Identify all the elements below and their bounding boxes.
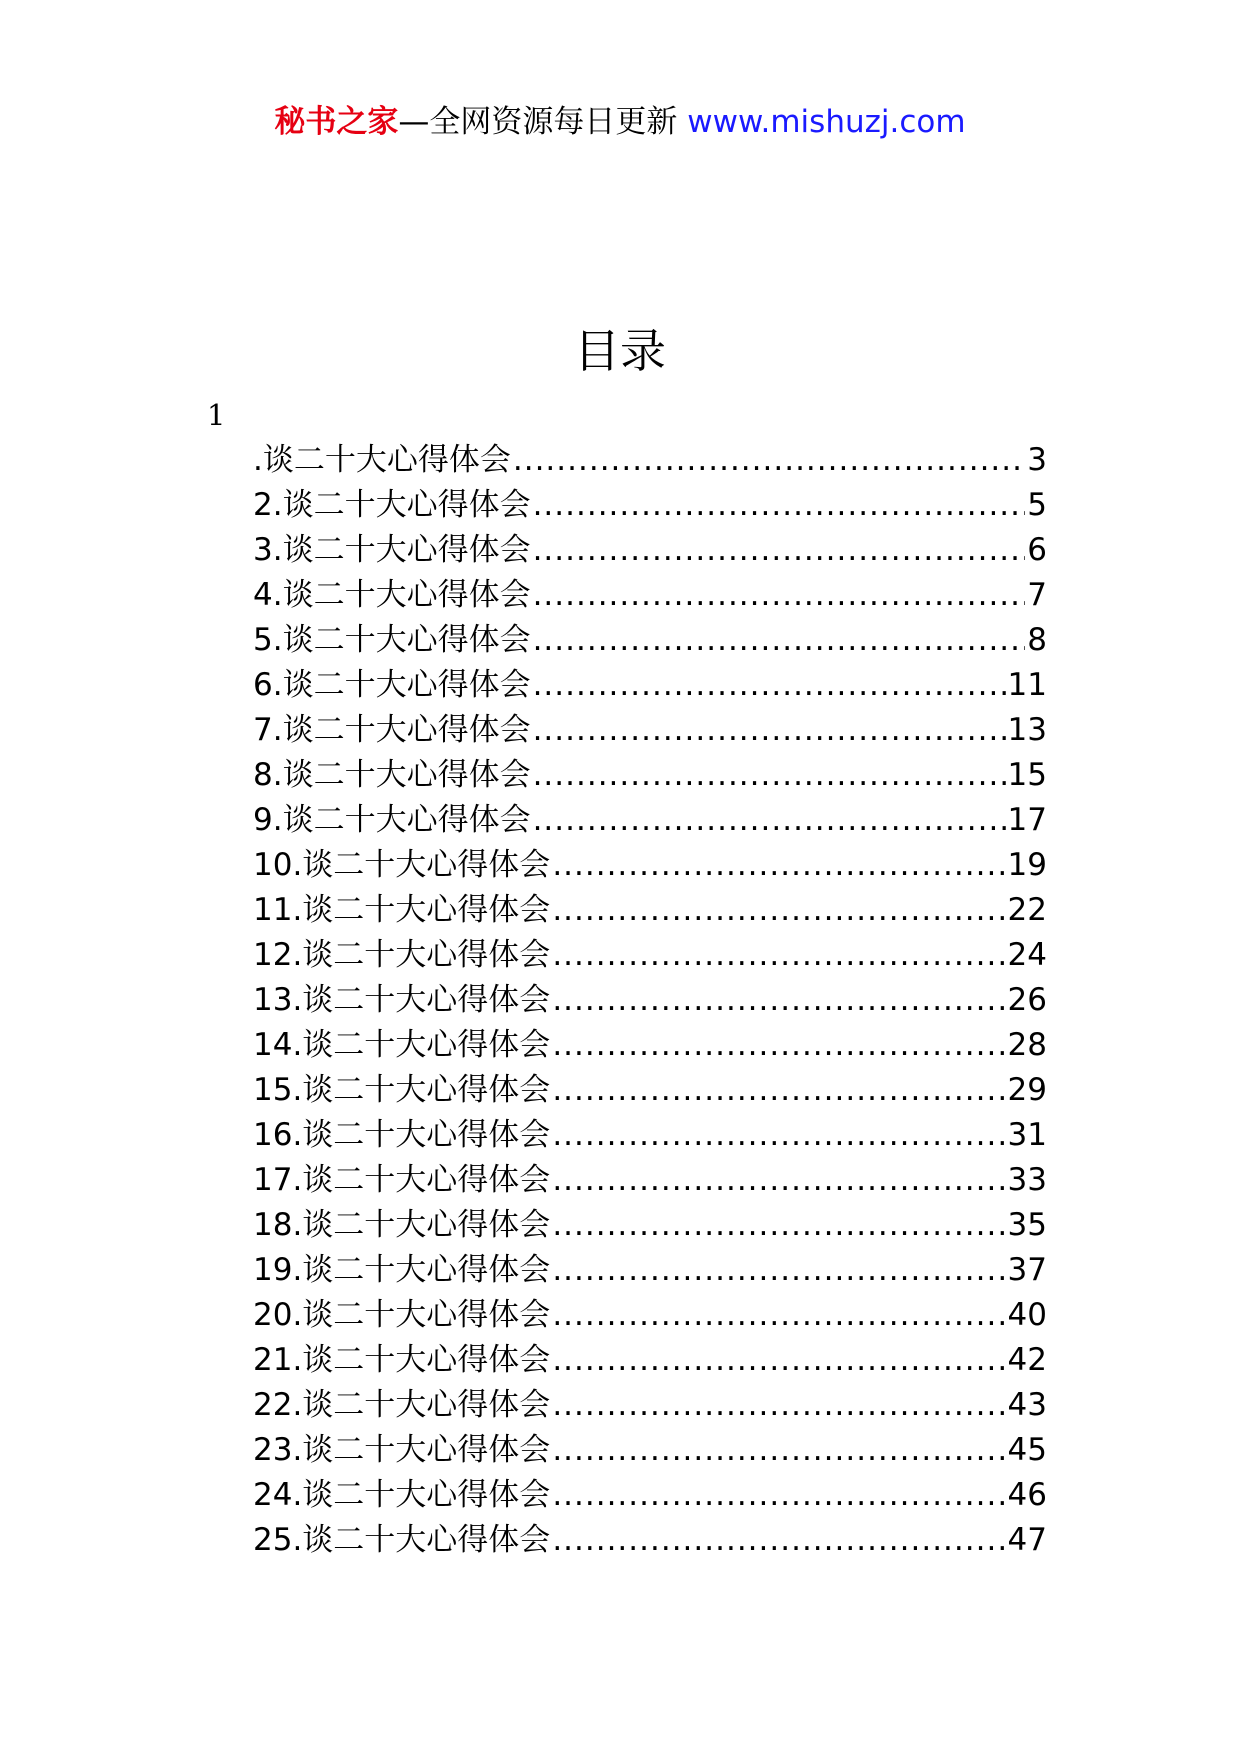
toc-entry-page: 46 [1007, 1477, 1047, 1513]
toc-entry-page: 24 [1007, 937, 1047, 973]
toc-entry-label: 6.谈二十大心得体会 [253, 667, 531, 703]
toc-entry-page: 5 [1027, 487, 1047, 523]
toc-entry-page: 15 [1007, 757, 1047, 793]
toc-entry[interactable] [253, 663, 1047, 708]
toc-leader [552, 1203, 1005, 1248]
toc-leader [552, 1383, 1005, 1428]
toc-entry-label: 18.谈二十大心得体会 [253, 1207, 551, 1243]
toc-entry[interactable] [253, 1518, 1047, 1563]
toc-entry-label: 8.谈二十大心得体会 [253, 757, 531, 793]
toc-entry[interactable] [253, 1023, 1047, 1068]
toc-entry-page: 42 [1007, 1342, 1047, 1378]
toc-entry[interactable] [253, 483, 1047, 528]
toc-entry-label: 2.谈二十大心得体会 [253, 487, 531, 523]
toc-entry[interactable] [253, 1383, 1047, 1428]
toc-leader [552, 1518, 1005, 1563]
toc-entry[interactable] [253, 1203, 1047, 1248]
toc-entry[interactable] [253, 1158, 1047, 1203]
toc-entry-label: 13.谈二十大心得体会 [253, 982, 551, 1018]
toc-leader [552, 888, 1005, 933]
toc-leader [552, 1158, 1005, 1203]
toc-leader [533, 618, 1026, 663]
toc-entry-label: 5.谈二十大心得体会 [253, 622, 531, 658]
toc-entry-page: 47 [1007, 1522, 1047, 1558]
toc-entry-page: 11 [1007, 667, 1047, 703]
toc-entry[interactable] [253, 1473, 1047, 1518]
toc-leader [513, 438, 1025, 483]
toc-leader [533, 798, 1006, 843]
toc-entry-page: 28 [1007, 1027, 1047, 1063]
toc-entry-page: 37 [1007, 1252, 1047, 1288]
toc-entry-label: 9.谈二十大心得体会 [253, 802, 531, 838]
toc-entry[interactable] [253, 888, 1047, 933]
toc-entry-label: 3.谈二十大心得体会 [253, 532, 531, 568]
toc-entry[interactable] [253, 798, 1047, 843]
toc-title: 目录 [574, 324, 666, 378]
toc-leader [552, 1248, 1005, 1293]
toc-leader [533, 753, 1006, 798]
toc-entry[interactable] [253, 1113, 1047, 1158]
toc-entry[interactable] [253, 528, 1047, 573]
toc-entry-label: 21.谈二十大心得体会 [253, 1342, 551, 1378]
toc-entry-page: 33 [1007, 1162, 1047, 1198]
toc-leader [552, 1293, 1005, 1338]
toc-entry-label: 12.谈二十大心得体会 [253, 937, 551, 973]
toc-entry[interactable] [253, 843, 1047, 888]
header-tagline: —全网资源每日更新 [398, 104, 678, 140]
toc-entry-label: 19.谈二十大心得体会 [253, 1252, 551, 1288]
toc-entry-label: 25.谈二十大心得体会 [253, 1522, 551, 1558]
toc-entry-label: 17.谈二十大心得体会 [253, 1162, 551, 1198]
toc-leader [552, 1023, 1005, 1068]
toc-entry[interactable] [253, 1293, 1047, 1338]
toc-leader [552, 933, 1005, 978]
toc-entry-page: 31 [1007, 1117, 1047, 1153]
toc-entry-label: 23.谈二十大心得体会 [253, 1432, 551, 1468]
toc-entry[interactable] [253, 753, 1047, 798]
toc-entry[interactable] [253, 1248, 1047, 1293]
toc-leader [533, 663, 1006, 708]
toc-leader [533, 708, 1006, 753]
toc-leader [552, 1113, 1005, 1158]
toc-entry-page: 8 [1027, 622, 1047, 658]
toc-leader [533, 573, 1026, 618]
toc-leader [552, 978, 1005, 1023]
toc-entry-label: 16.谈二十大心得体会 [253, 1117, 551, 1153]
toc-entry-page: 13 [1007, 712, 1047, 748]
toc-entry-page: 29 [1007, 1072, 1047, 1108]
toc-entry-label: 22.谈二十大心得体会 [253, 1387, 551, 1423]
toc-entry-label: 24.谈二十大心得体会 [253, 1477, 551, 1513]
toc-list [253, 438, 1047, 1563]
toc-leader [552, 1338, 1005, 1383]
toc-entry[interactable] [253, 978, 1047, 1023]
toc-entry-label: 11.谈二十大心得体会 [253, 892, 551, 928]
toc-entry[interactable] [253, 438, 1047, 483]
toc-leader [552, 843, 1005, 888]
site-link[interactable]: www.mishuzj.com [687, 104, 966, 140]
toc-entry[interactable] [253, 1068, 1047, 1113]
toc-entry-page: 26 [1007, 982, 1047, 1018]
toc-entry-page: 40 [1007, 1297, 1047, 1333]
toc-leader [533, 483, 1026, 528]
toc-entry[interactable] [253, 708, 1047, 753]
toc-entry-label: 4.谈二十大心得体会 [253, 577, 531, 613]
toc-entry-label: 7.谈二十大心得体会 [253, 712, 531, 748]
brand-name: 秘书之家 [274, 104, 399, 140]
toc-entry-page: 7 [1027, 577, 1047, 613]
toc-entry-page: 17 [1007, 802, 1047, 838]
toc-leader [552, 1473, 1005, 1518]
toc-entry-label: .谈二十大心得体会 [253, 442, 511, 478]
toc-entry-label: 15.谈二十大心得体会 [253, 1072, 551, 1108]
toc-entry[interactable] [253, 1338, 1047, 1383]
toc-leader [533, 528, 1026, 573]
toc-entry-page: 43 [1007, 1387, 1047, 1423]
toc-entry[interactable] [253, 1428, 1047, 1473]
toc-entry-page: 19 [1007, 847, 1047, 883]
toc-stray-number: 1 [207, 398, 226, 432]
toc-entry-label: 14.谈二十大心得体会 [253, 1027, 551, 1063]
toc-entry-page: 22 [1007, 892, 1047, 928]
toc-entry[interactable] [253, 573, 1047, 618]
toc-leader [552, 1428, 1005, 1473]
toc-entry-page: 6 [1027, 532, 1047, 568]
toc-entry-page: 45 [1007, 1432, 1047, 1468]
toc-entry-label: 20.谈二十大心得体会 [253, 1297, 551, 1333]
toc-entry[interactable] [253, 618, 1047, 663]
toc-leader [552, 1068, 1005, 1113]
toc-entry-page: 3 [1027, 442, 1047, 478]
page-header [0, 100, 1240, 144]
toc-entry-page: 35 [1007, 1207, 1047, 1243]
toc-entry[interactable] [253, 933, 1047, 978]
toc-entry-label: 10.谈二十大心得体会 [253, 847, 551, 883]
